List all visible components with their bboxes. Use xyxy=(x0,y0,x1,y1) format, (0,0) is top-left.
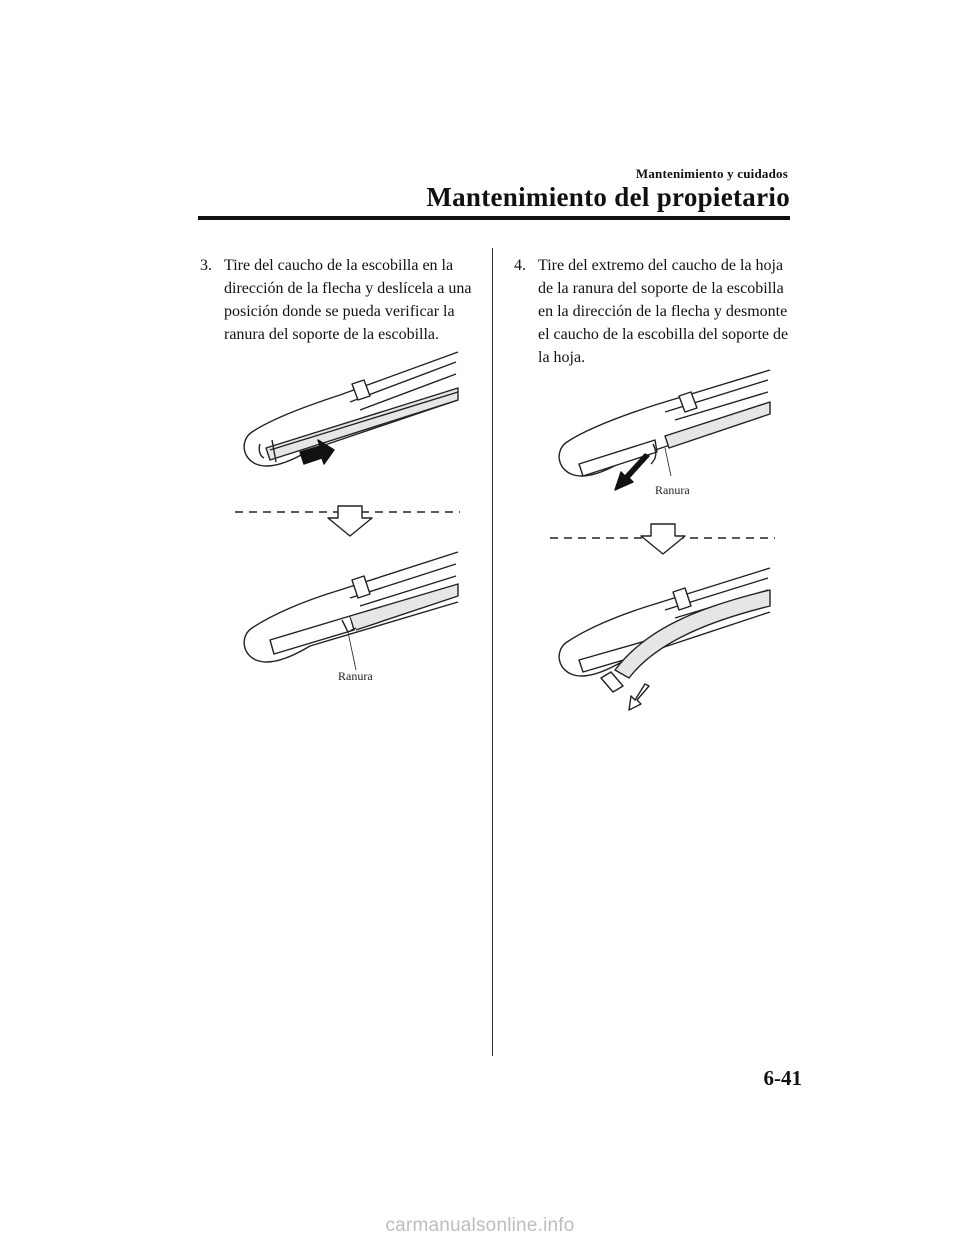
step-text xyxy=(538,254,788,369)
footer-watermark: carmanualsonline.info xyxy=(385,1215,575,1236)
step-line: de la ranura del soporte de la escobilla xyxy=(538,280,784,297)
wiper-figure-right xyxy=(545,360,785,720)
wiper-figure-left xyxy=(230,340,470,690)
step-text xyxy=(224,254,471,346)
down-arrow-icon xyxy=(328,506,372,536)
step-line: dirección de la flecha y deslícela a una xyxy=(224,280,472,297)
ranura-label: Ranura xyxy=(338,669,373,683)
page-number: 6-41 xyxy=(763,1066,802,1090)
ranura-label: Ranura xyxy=(655,483,690,497)
wiper-blade-top-icon xyxy=(559,370,770,476)
section-title: Mantenimiento del propietario xyxy=(426,182,790,212)
column-divider xyxy=(492,248,493,1056)
step-line: el caucho de la escobilla del soporte de xyxy=(538,326,789,343)
step-line: Tire del extremo del caucho de la hoja xyxy=(538,257,784,274)
step-line: Tire del caucho de la escobilla en la xyxy=(224,257,454,274)
arrow-icon xyxy=(629,684,649,710)
step-line: en la dirección de la flecha y desmonte xyxy=(538,303,788,320)
step-number: 3. xyxy=(200,257,212,274)
wiper-blade-bottom-icon xyxy=(244,552,458,670)
step-line: posición donde se pueda verificar la xyxy=(224,303,455,320)
wiper-blade-bottom-icon xyxy=(559,568,770,692)
section-subtitle: Mantenimiento y cuidados xyxy=(635,166,788,181)
wiper-blade-top-icon xyxy=(244,352,458,466)
header-rule xyxy=(198,216,790,220)
step-number: 4. xyxy=(514,257,526,274)
step-line: la hoja. xyxy=(538,349,586,366)
down-arrow-icon xyxy=(641,524,685,554)
step-3 xyxy=(200,254,480,354)
step-line: ranura del soporte de la escobilla. xyxy=(224,326,440,343)
